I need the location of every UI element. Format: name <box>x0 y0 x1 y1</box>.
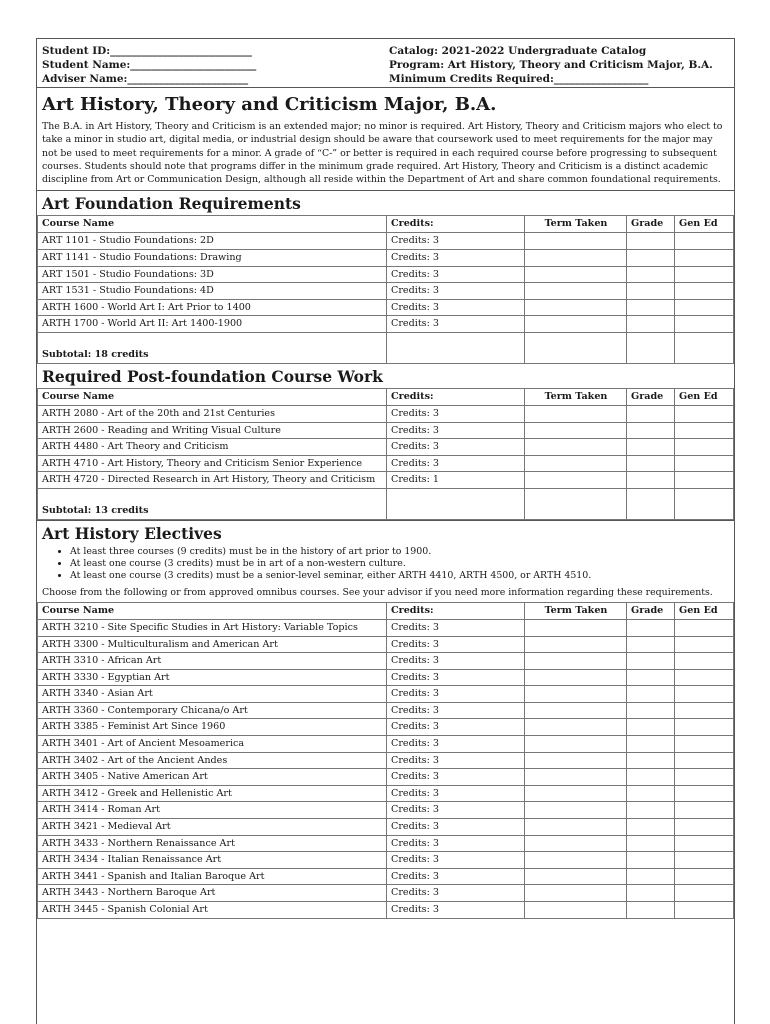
grade-cell[interactable] <box>627 835 675 852</box>
credits-cell: Credits: 3 <box>387 819 525 836</box>
student-info <box>42 44 389 87</box>
gen-ed-cell[interactable] <box>675 802 734 819</box>
gen-ed-cell[interactable] <box>675 769 734 786</box>
electives-rules <box>42 546 729 583</box>
course-name-cell: ARTH 3405 - Native American Art <box>38 769 387 786</box>
table-row <box>38 852 734 869</box>
course-name-cell: ARTH 3330 - Egyptian Art <box>38 669 387 686</box>
grade-cell[interactable] <box>627 868 675 885</box>
postfoundation-table <box>37 388 734 520</box>
col-course-name: Course Name <box>38 216 387 233</box>
grade-cell[interactable] <box>627 250 675 267</box>
col-term-taken: Term Taken <box>525 602 627 619</box>
credits-cell: Credits: 3 <box>387 653 525 670</box>
term-taken-cell[interactable] <box>525 669 627 686</box>
table-row <box>38 266 734 283</box>
grade-cell[interactable] <box>627 299 675 316</box>
table-row <box>38 619 734 636</box>
table-header-row <box>38 389 734 406</box>
term-taken-cell[interactable] <box>525 902 627 919</box>
credits-cell: Credits: 3 <box>387 719 525 736</box>
table-row <box>38 283 734 300</box>
table-row <box>38 686 734 703</box>
student-header <box>37 39 734 88</box>
electives-title: Art History Electives <box>42 524 222 544</box>
rule-item: • At least one course (3 credits) must be in art of a non-western culture. <box>70 558 729 570</box>
credits-cell: Credits: 3 <box>387 439 525 456</box>
credits-cell: Credits: 3 <box>387 619 525 636</box>
credits-cell: Credits: 3 <box>387 802 525 819</box>
intro-section <box>37 88 734 191</box>
course-name-cell: ARTH 3300 - Multiculturalism and American Art <box>38 636 387 653</box>
gen-ed-cell[interactable] <box>675 902 734 919</box>
course-name-cell: ARTH 3441 - Spanish and Italian Baroque Art <box>38 868 387 885</box>
col-grade: Grade <box>627 216 675 233</box>
grade-cell[interactable] <box>627 819 675 836</box>
col-grade: Grade <box>627 602 675 619</box>
credits-cell: Credits: 3 <box>387 868 525 885</box>
grade-cell[interactable] <box>627 669 675 686</box>
credits-cell: Credits: 3 <box>387 835 525 852</box>
gen-ed-cell[interactable] <box>675 653 734 670</box>
grade-cell[interactable] <box>627 902 675 919</box>
credits-cell: Credits: 3 <box>387 299 525 316</box>
gen-ed-cell[interactable] <box>675 736 734 753</box>
course-name-cell: ART 1531 - Studio Foundations: 4D <box>38 283 387 300</box>
program-info <box>389 44 734 87</box>
term-taken-cell[interactable] <box>525 250 627 267</box>
subtotal-gened-cell[interactable] <box>675 489 734 520</box>
table-row <box>38 233 734 250</box>
term-taken-cell[interactable] <box>525 686 627 703</box>
course-name-cell: ART 1141 - Studio Foundations: Drawing <box>38 250 387 267</box>
course-name-cell: ARTH 3360 - Contemporary Chicana/o Art <box>38 702 387 719</box>
postfoundation-rows <box>38 406 734 489</box>
credits-cell: Credits: 3 <box>387 316 525 333</box>
gen-ed-cell[interactable] <box>675 439 734 456</box>
term-taken-cell[interactable] <box>525 472 627 489</box>
col-course-name: Course Name <box>38 602 387 619</box>
table-row <box>38 902 734 919</box>
grade-cell[interactable] <box>627 769 675 786</box>
term-taken-cell[interactable] <box>525 769 627 786</box>
course-name-cell: ARTH 4720 - Directed Research in Art History, Theory and Criticism <box>38 472 387 489</box>
term-taken-cell[interactable] <box>525 868 627 885</box>
grade-cell[interactable] <box>627 455 675 472</box>
subtotal-term-cell[interactable] <box>525 333 627 364</box>
gen-ed-cell[interactable] <box>675 752 734 769</box>
postfoundation-subtotal: Subtotal: 13 credits <box>38 489 387 520</box>
course-name-cell: ARTH 2600 - Reading and Writing Visual Culture <box>38 422 387 439</box>
credits-cell: Credits: 3 <box>387 406 525 423</box>
course-name-cell: ART 1501 - Studio Foundations: 3D <box>38 266 387 283</box>
grade-cell[interactable] <box>627 686 675 703</box>
gen-ed-cell[interactable] <box>675 819 734 836</box>
table-row <box>38 819 734 836</box>
credits-cell: Credits: 3 <box>387 636 525 653</box>
foundation-title: Art Foundation Requirements <box>42 194 301 214</box>
gen-ed-cell[interactable] <box>675 702 734 719</box>
gen-ed-cell[interactable] <box>675 283 734 300</box>
catalog-label: Catalog: 2021-2022 Undergraduate Catalog <box>389 45 647 57</box>
gen-ed-cell[interactable] <box>675 835 734 852</box>
term-taken-cell[interactable] <box>525 702 627 719</box>
page-title: Art History, Theory and Criticism Major, B.A. <box>42 94 497 115</box>
table-row <box>38 439 734 456</box>
term-taken-cell[interactable] <box>525 736 627 753</box>
rule-item: • At least one course (3 credits) must be a senior-level seminar, either ARTH 4410, ARTH 4500, or ARTH 4510. <box>70 570 729 582</box>
col-gen-ed: Gen Ed <box>675 216 734 233</box>
credits-cell: Credits: 3 <box>387 233 525 250</box>
intro-paragraph: The B.A. in Art History, Theory and Criticism is an extended major; no minor is required. Art History, Theory and Criticism majors who elect to take a minor in studio art, digital media, or industrial design should be aware that coursework used to meet requirements for the major may not be used to meet requirements for a minor. A grade of “C-” or better is required in each required course before progressing to subsequent courses. Students should note that programs differ in the minimum grade required. Art History, Theory and Criticism is a distinct academic discipline from Art or Communication Design, although all reside within the Department of Art and share common foundational requirements. <box>42 121 723 186</box>
course-name-cell: ARTH 3443 - Northern Baroque Art <box>38 885 387 902</box>
electives-section <box>37 520 734 599</box>
term-taken-cell[interactable] <box>525 653 627 670</box>
table-header-row <box>38 216 734 233</box>
course-name-cell: ARTH 3412 - Greek and Hellenistic Art <box>38 785 387 802</box>
table-row <box>38 316 734 333</box>
term-taken-cell[interactable] <box>525 785 627 802</box>
grade-cell[interactable] <box>627 752 675 769</box>
grade-cell[interactable] <box>627 636 675 653</box>
credits-cell: Credits: 3 <box>387 885 525 902</box>
grade-cell[interactable] <box>627 785 675 802</box>
term-taken-cell[interactable] <box>525 422 627 439</box>
term-taken-cell[interactable] <box>525 636 627 653</box>
term-taken-cell[interactable] <box>525 619 627 636</box>
student-name-field[interactable]: Student Name:________________________ <box>42 59 257 71</box>
table-row <box>38 785 734 802</box>
term-taken-cell[interactable] <box>525 752 627 769</box>
gen-ed-cell[interactable] <box>675 669 734 686</box>
course-name-cell: ARTH 3310 - African Art <box>38 653 387 670</box>
col-credits: Credits: <box>387 216 525 233</box>
table-header-row <box>38 602 734 619</box>
col-credits: Credits: <box>387 602 525 619</box>
gen-ed-cell[interactable] <box>675 250 734 267</box>
foundation-rows <box>38 233 734 333</box>
credits-cell: Credits: 3 <box>387 752 525 769</box>
table-row <box>38 455 734 472</box>
term-taken-cell[interactable] <box>525 819 627 836</box>
course-name-cell: ARTH 3445 - Spanish Colonial Art <box>38 902 387 919</box>
electives-table <box>37 602 734 919</box>
student-id-field[interactable]: Student ID:___________________________ <box>42 45 252 57</box>
course-name-cell: ARTH 2080 - Art of the 20th and 21st Centuries <box>38 406 387 423</box>
credits-cell: Credits: 3 <box>387 686 525 703</box>
subtotal-term-cell[interactable] <box>525 489 627 520</box>
subtotal-credits-cell[interactable] <box>387 489 525 520</box>
table-row <box>38 702 734 719</box>
electives-rows <box>38 619 734 918</box>
credits-cell: Credits: 3 <box>387 669 525 686</box>
grade-cell[interactable] <box>627 316 675 333</box>
gen-ed-cell[interactable] <box>675 266 734 283</box>
foundation-section-header <box>37 191 734 215</box>
gen-ed-cell[interactable] <box>675 719 734 736</box>
credits-cell: Credits: 3 <box>387 283 525 300</box>
course-name-cell: ARTH 3433 - Northern Renaissance Art <box>38 835 387 852</box>
grade-cell[interactable] <box>627 719 675 736</box>
grade-cell[interactable] <box>627 472 675 489</box>
credits-cell: Credits: 3 <box>387 852 525 869</box>
gen-ed-cell[interactable] <box>675 316 734 333</box>
credits-cell: Credits: 3 <box>387 769 525 786</box>
adviser-name-field[interactable]: Adviser Name:_______________________ <box>42 73 249 85</box>
grade-cell[interactable] <box>627 233 675 250</box>
term-taken-cell[interactable] <box>525 299 627 316</box>
subtotal-grade-cell[interactable] <box>627 333 675 364</box>
term-taken-cell[interactable] <box>525 439 627 456</box>
course-name-cell: ARTH 1700 - World Art II: Art 1400-1900 <box>38 316 387 333</box>
worksheet-page <box>36 38 735 1024</box>
table-row <box>38 868 734 885</box>
credits-cell: Credits: 1 <box>387 472 525 489</box>
credits-cell: Credits: 3 <box>387 736 525 753</box>
grade-cell[interactable] <box>627 653 675 670</box>
postfoundation-title: Required Post-foundation Course Work <box>42 367 383 387</box>
grade-cell[interactable] <box>627 422 675 439</box>
credits-cell: Credits: 3 <box>387 902 525 919</box>
table-row <box>38 802 734 819</box>
credits-cell: Credits: 3 <box>387 266 525 283</box>
term-taken-cell[interactable] <box>525 835 627 852</box>
term-taken-cell[interactable] <box>525 316 627 333</box>
table-row <box>38 653 734 670</box>
term-taken-cell[interactable] <box>525 719 627 736</box>
gen-ed-cell[interactable] <box>675 785 734 802</box>
course-name-cell: ARTH 3402 - Art of the Ancient Andes <box>38 752 387 769</box>
col-gen-ed: Gen Ed <box>675 389 734 406</box>
course-name-cell: ARTH 3414 - Roman Art <box>38 802 387 819</box>
col-term-taken: Term Taken <box>525 389 627 406</box>
table-row <box>38 422 734 439</box>
rule-item: • At least three courses (9 credits) must be in the history of art prior to 1900. <box>70 546 729 558</box>
credits-cell: Credits: 3 <box>387 455 525 472</box>
term-taken-cell[interactable] <box>525 283 627 300</box>
course-name-cell: ARTH 4480 - Art Theory and Criticism <box>38 439 387 456</box>
term-taken-cell[interactable] <box>525 885 627 902</box>
term-taken-cell[interactable] <box>525 852 627 869</box>
gen-ed-cell[interactable] <box>675 455 734 472</box>
foundation-table <box>37 215 734 364</box>
gen-ed-cell[interactable] <box>675 233 734 250</box>
subtotal-credits-cell[interactable] <box>387 333 525 364</box>
col-grade: Grade <box>627 389 675 406</box>
table-row <box>38 719 734 736</box>
col-term-taken: Term Taken <box>525 216 627 233</box>
table-row <box>38 752 734 769</box>
subtotal-grade-cell[interactable] <box>627 489 675 520</box>
term-taken-cell[interactable] <box>525 406 627 423</box>
table-row <box>38 472 734 489</box>
credits-cell: Credits: 3 <box>387 250 525 267</box>
grade-cell[interactable] <box>627 852 675 869</box>
foundation-subtotal: Subtotal: 18 credits <box>38 333 387 364</box>
grade-cell[interactable] <box>627 283 675 300</box>
course-name-cell: ART 1101 - Studio Foundations: 2D <box>38 233 387 250</box>
credits-cell: Credits: 3 <box>387 422 525 439</box>
col-credits: Credits: <box>387 389 525 406</box>
table-row <box>38 406 734 423</box>
term-taken-cell[interactable] <box>525 233 627 250</box>
program-label: Program: Art History, Theory and Criticism Major, B.A. <box>389 59 713 71</box>
grade-cell[interactable] <box>627 736 675 753</box>
grade-cell[interactable] <box>627 702 675 719</box>
table-row <box>38 250 734 267</box>
course-name-cell: ARTH 3210 - Site Specific Studies in Art History: Variable Topics <box>38 619 387 636</box>
gen-ed-cell[interactable] <box>675 686 734 703</box>
table-row <box>38 885 734 902</box>
subtotal-gened-cell[interactable] <box>675 333 734 364</box>
electives-instructions: Choose from the following or from approved omnibus courses. See your advisor if you need more information regarding these requirements. <box>42 586 713 598</box>
term-taken-cell[interactable] <box>525 455 627 472</box>
grade-cell[interactable] <box>627 406 675 423</box>
col-gen-ed: Gen Ed <box>675 602 734 619</box>
grade-cell[interactable] <box>627 439 675 456</box>
subtotal-row <box>38 333 734 364</box>
course-name-cell: ARTH 3340 - Asian Art <box>38 686 387 703</box>
gen-ed-cell[interactable] <box>675 885 734 902</box>
gen-ed-cell[interactable] <box>675 852 734 869</box>
course-name-cell: ARTH 3421 - Medieval Art <box>38 819 387 836</box>
col-course-name: Course Name <box>38 389 387 406</box>
grade-cell[interactable] <box>627 266 675 283</box>
course-name-cell: ARTH 3401 - Art of Ancient Mesoamerica <box>38 736 387 753</box>
course-name-cell: ARTH 3434 - Italian Renaissance Art <box>38 852 387 869</box>
gen-ed-cell[interactable] <box>675 406 734 423</box>
grade-cell[interactable] <box>627 802 675 819</box>
subtotal-row <box>38 489 734 520</box>
table-row <box>38 669 734 686</box>
term-taken-cell[interactable] <box>525 266 627 283</box>
table-row <box>38 769 734 786</box>
postfoundation-section-header <box>37 364 734 388</box>
term-taken-cell[interactable] <box>525 802 627 819</box>
gen-ed-cell[interactable] <box>675 472 734 489</box>
table-row <box>38 835 734 852</box>
course-name-cell: ARTH 4710 - Art History, Theory and Criticism Senior Experience <box>38 455 387 472</box>
credits-cell: Credits: 3 <box>387 702 525 719</box>
credits-cell: Credits: 3 <box>387 785 525 802</box>
gen-ed-cell[interactable] <box>675 422 734 439</box>
table-row <box>38 299 734 316</box>
grade-cell[interactable] <box>627 619 675 636</box>
course-name-cell: ARTH 3385 - Feminist Art Since 1960 <box>38 719 387 736</box>
grade-cell[interactable] <box>627 885 675 902</box>
min-credits-field[interactable]: Minimum Credits Required:__________________ <box>389 73 649 85</box>
gen-ed-cell[interactable] <box>675 619 734 636</box>
course-name-cell: ARTH 1600 - World Art I: Art Prior to 1400 <box>38 299 387 316</box>
gen-ed-cell[interactable] <box>675 299 734 316</box>
gen-ed-cell[interactable] <box>675 868 734 885</box>
table-row <box>38 636 734 653</box>
table-row <box>38 736 734 753</box>
gen-ed-cell[interactable] <box>675 636 734 653</box>
